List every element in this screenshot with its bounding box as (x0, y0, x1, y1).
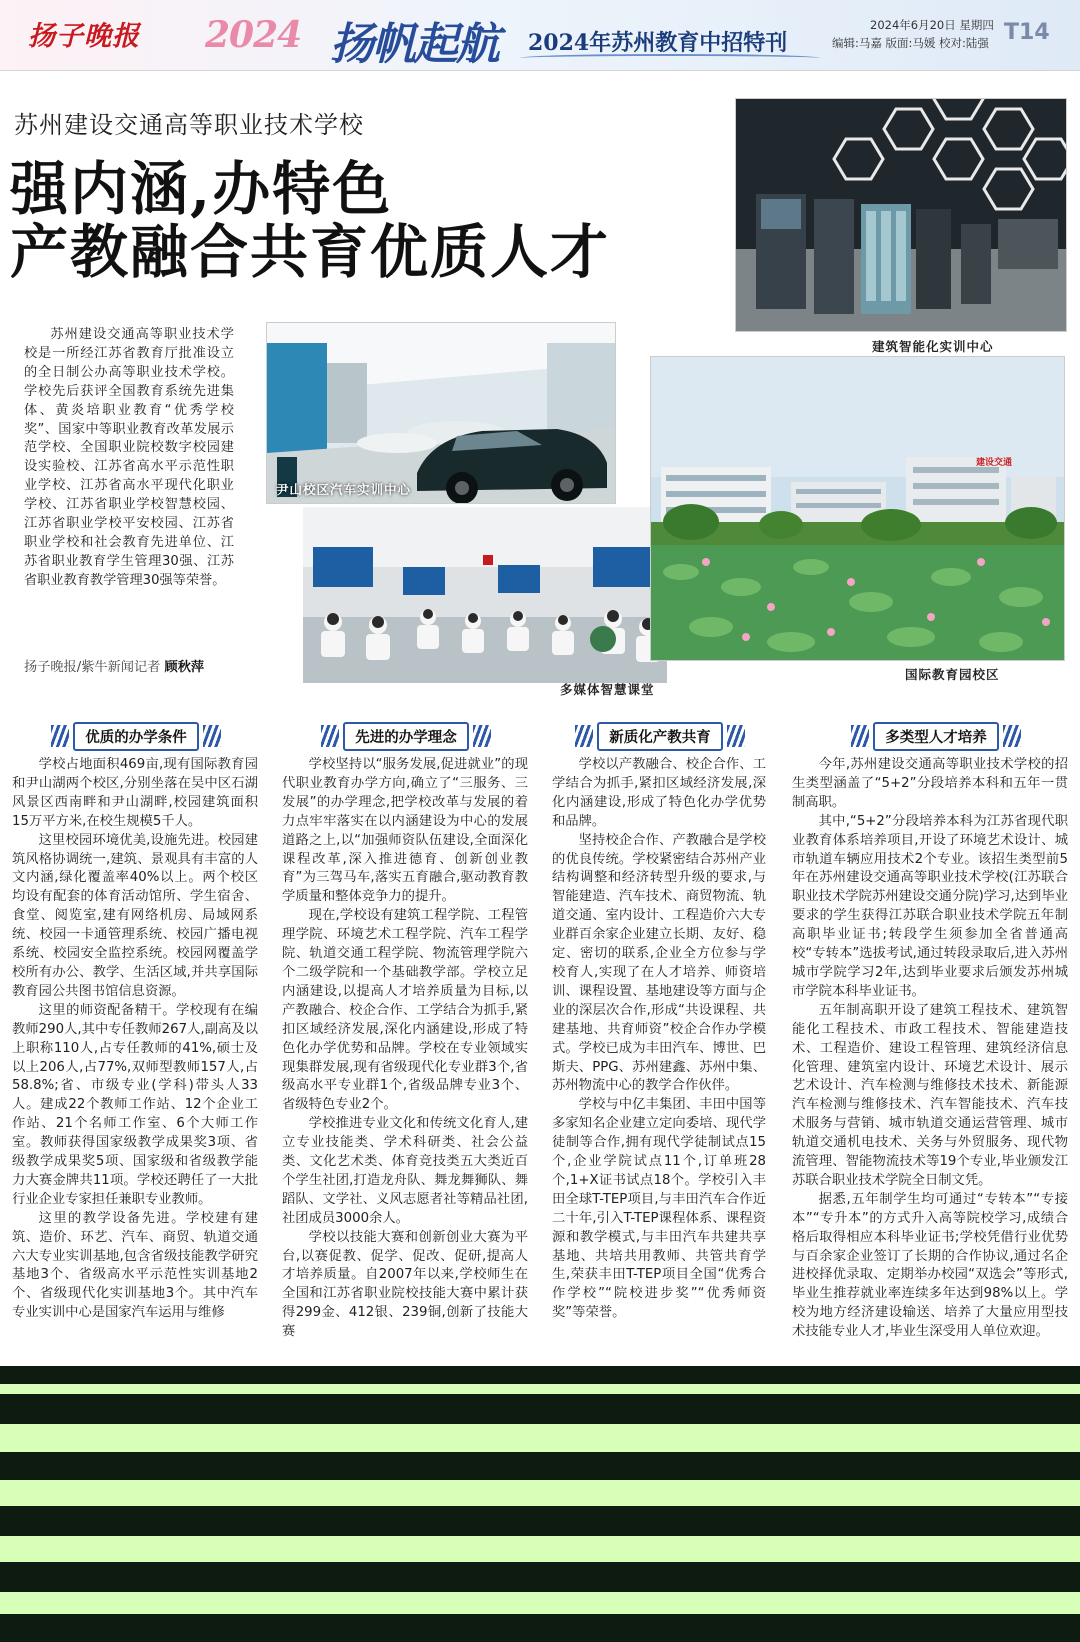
heading-stripes-right (727, 725, 745, 747)
byline (24, 656, 204, 675)
column-industry-education (552, 756, 766, 1366)
decorative-wave (520, 54, 820, 62)
corrupted-stripe (0, 1384, 1080, 1394)
editor-credits: 编辑:马嘉 版面:马媛 校对:陆强 (832, 36, 989, 50)
headline-line-2: 产教融合共育优质人才 (10, 218, 611, 286)
paragraph: 学校与中亿丰集团、丰田中国等多家知名企业建立定向委培、现代学徒制等合作,拥有现代学徒制试点15个,企业学院试点11个,订单班28个,1+X证书试点18个。学校引入丰田全球T-TEP项目,与丰田汽车合作近二十年,引入T-TEP课程体系、课程资源和教学模式,与丰田汽车共建共享基地、共培共用教师、共管共育学生,荣获丰田T-TEP项目全国“优秀合作学校”“院校进步奖”“优秀师资奖”等荣誉。 (552, 1097, 766, 1321)
corrupted-stripe (0, 1592, 1080, 1614)
photo-smart-building-center (735, 98, 1067, 332)
photo-auto-training-center (266, 322, 616, 504)
photo-smart-building-image (736, 99, 1066, 331)
byline-author: 顾秋萍 (164, 660, 205, 675)
paragraph: 学校坚持以“服务发展,促进就业”的现代职业教育办学方向,确立了“三服务、三发展”的办学理念,把学校改革与发展的着力点牢牢落实在以内涵建设为中心的发展道路之上,以“加强师资队伍建设,全面深化课程改革,深入推进德育、创新创业教育”为三驾马车,落实五育融合,驱动教育教学质量和整体竞争力的提升。 (282, 757, 528, 905)
banner-slogan: 扬帆起航 (330, 19, 498, 70)
heading-stripes-left (321, 725, 339, 747)
heading-stripes-right (203, 725, 221, 747)
paragraph: 这里的师资配备精干。学校现有在编教师290人,其中专任教师267人,副高及以上职称110人,占专任教师的41%,硕士及以上206人,占77%,双师型教师157人,占58.8%;省、市级专业(学科)带头人33人。建成22个教师工作站、12个企业工作站、21个名师工作室、6个大师工作室。教师获得国家级教学成果奖3项、省级教学成果奖5项、国家级和省级教学能力大赛金牌共11项。学校还聘任了一大批行业企业专家担任兼职专业教师。 (12, 1002, 258, 1207)
section-title-philosophy: 先进的办学理念 (343, 722, 469, 751)
paragraph: 现在,学校设有建筑工程学院、工程管理学院、环境艺术工程学院、汽车工程学院、轨道交通工程学院、物流管理学院六个二级学院和一个基础教学部。学校立足内涵建设,以提高人才培养质量为目标,以产教融合、校企合作、工学结合为抓手,紧扣区域经济发展,深化内涵建设,形成了特色化办学优势和品牌。学校在专业领域实现集群发展,现有省级现代化专业群3个,省级高水平专业群1个,省级品牌专业3个、省级特色专业2个。 (282, 908, 528, 1113)
banner-year: 2024 (205, 14, 302, 56)
section-heading-talent (830, 724, 1042, 748)
section-heading-industry-education (554, 724, 766, 748)
column-philosophy (282, 756, 528, 1366)
section-title-conditions: 优质的办学条件 (73, 722, 199, 751)
paragraph: 坚持校企合作、产教融合是学校的优良传统。学校紧密结合苏州产业结构调整和经济转型升级的要求,与智能建造、汽车技术、商贸物流、轨道交通、室内设计、工程造价六大专业群百余家企业建立长期、友好、稳定、密切的联系,企业全方位参与学校育人,实现了在人才培养、师资培训、课程设置、基地建设等方面与企业的深层次合作,形成“共设课程、共建基地、共育师资”校企合作办学模式。学校已成为丰田汽车、博世、巴斯夫、PPG、苏州建鑫、苏州中集、苏州物流中心的教学合作伙伴。 (552, 832, 766, 1094)
column-talent (792, 756, 1068, 1366)
paragraph: 学校以技能大赛和创新创业大赛为平台,以赛促教、促学、促改、促研,提高人才培养质量。自2007年以来,学校师生在全国和江苏省职业院校技能大赛中累计获得299金、412银、239铜,创新了技能大赛 (282, 1229, 528, 1340)
heading-stripes-left (51, 725, 69, 747)
section-title-talent: 多类型人才培养 (873, 722, 999, 751)
newspaper-masthead: 扬子晚报 (28, 21, 140, 52)
section-title-industry-education: 新质化产教共育 (597, 722, 723, 751)
issue-date: 2024年6月20日 星期四 (870, 18, 994, 32)
corrupted-stripe (0, 1536, 1080, 1562)
photo-international-campus-image (651, 357, 1064, 660)
photo-multimedia-classroom (300, 504, 670, 686)
section-heading-philosophy (300, 724, 512, 748)
photo-multimedia-classroom-image (303, 507, 667, 683)
photo-international-campus (650, 356, 1065, 661)
page-number: T14 (1004, 20, 1050, 45)
heading-stripes-left (851, 725, 869, 747)
caption-smart-building-center: 建筑智能化实训中心 (872, 339, 994, 354)
section-heading-conditions (36, 724, 236, 748)
paragraph: 其中,“5+2”分段培养本科为江苏省现代职业教育体系培养项目,开设了环境艺术设计、城市轨道车辆应用技术2个专业。该招生类型前5年在苏州建设交通高等职业技术学校(江苏联合职业技术学院苏州建设交通分院)学习,达到毕业要求的学生获得江苏联合职业技术学院五年制高职毕业证书;转段学生须参加全省普通高校“专转本”选拔考试,通过转段录取后,进入苏州城市学院学习2年,达到毕业要求后颁发苏州城市学院本科毕业证书。 (792, 813, 1068, 999)
paragraph: 学校占地面积469亩,现有国际教育园和尹山湖两个校区,分别坐落在吴中区石湖风景区西南畔和尹山湖畔,校园建筑面积15万平方米,在校生规模5千人。 (12, 757, 258, 829)
corrupted-stripe (0, 1480, 1080, 1506)
paragraph: 五年制高职开设了建筑工程技术、建筑智能化工程技术、市政工程技术、智能建造技术、工程造价、建设工程管理、建筑经济信息化管理、建筑室内设计、环境艺术设计、展示艺术设计、汽车检测与维修技术技术、新能源汽车检测与维修技术、汽车智能技术、汽车技术服务与营销、城市轨道交通运营管理、城市轨道交通机电技术、关务与外贸服务、现代物流管理、智能物流技术等19个专业,毕业颁发江苏联合职业技术学院全日制文凭。 (792, 1002, 1068, 1188)
byline-outlet: 扬子晚报/紫牛新闻记者 (24, 660, 161, 675)
paragraph: 今年,苏州建设交通高等职业技术学校的招生类型涵盖了“5+2”分段培养本科和五年一贯制高职。 (792, 757, 1068, 810)
paragraph: 据悉,五年制学生均可通过“专转本”“专接本”“专升本”的方式升入高等院校学习,成绩合格后取得相应本科毕业证书;学校凭借行业优势与百余家企业签订了长期的合作协议,通过名企进校择优录取、定期举办校园“双选会”等形式,毕业生推荐就业率连续多年达到98%以上。学校为地方经济建设输送、培养了大量应用型技术技能专业人才,毕业生深受用人单位欢迎。 (792, 1191, 1068, 1340)
heading-stripes-right (473, 725, 491, 747)
headline-line-1: 强内涵,办特色 (10, 155, 393, 223)
intro-paragraph (24, 326, 234, 591)
intro-text: 苏州建设交通高等职业技术学校是一所经江苏省教育厅批准设立的全日制公办高等职业技术学校。学校先后获评全国教育系统先进集体、黄炎培职业教育“优秀学校奖”、国家中等职业教育改革发展示范学校、全国职业院校数字校园建设实验校、江苏省高水平示范性职业学校、江苏省高水平现代化职业学校、江苏省职业学校智慧校园、江苏省职业学校平安校园、江苏省职业学校和社会教育先进单位、江苏省职业教育学生管理30强、江苏省职业教育教学管理30强等荣誉。 (24, 327, 234, 588)
paragraph: 这里的教学设备先进。学校建有建筑、造价、环艺、汽车、商贸、轨道交通六大专业实训基地,包含省级技能教学研究基地3个、省级高水平示范性实训基地2个、省级现代化实训基地3个。其中汽车专业实训中心是国家汽车运用与维修 (12, 1210, 258, 1321)
campus-sign-text: 建设交通 (976, 458, 1013, 468)
caption-international-campus: 国际教育园校区 (905, 667, 1000, 682)
paragraph: 这里校园环境优美,设施先进。校园建筑风格协调统一,建筑、景观具有丰富的人文内涵,绿化覆盖率40%以上。两个校区均设有配套的体育活动馆所、学生宿舍、食堂、阅览室,建有网络机房、局域网系统、校园一卡通管理系统、校园广播电视系统、校园安全监控系统。校园网覆盖学校所有办公、教学、生活区域,并共享国际教育园公共图书馆信息资源。 (12, 832, 258, 999)
caption-auto-training-center: 尹山校区汽车实训中心 (276, 482, 412, 497)
corrupted-stripe (0, 1424, 1080, 1452)
heading-stripes-left (575, 725, 593, 747)
heading-stripes-right (1003, 725, 1021, 747)
paragraph: 学校以产教融合、校企合作、工学结合为抓手,紧扣区域经济发展,深化内涵建设,形成了特色化办学优势和品牌。 (552, 757, 766, 829)
paragraph: 学校推进专业文化和传统文化育人,建立专业技能类、学术科研类、社会公益类、文化艺术类、体育竞技类五大类近百个学生社团,打造龙舟队、舞龙舞狮队、舞蹈队、文学社、义风志愿者社等精品社团,社团成员3000余人。 (282, 1116, 528, 1226)
column-conditions (12, 756, 258, 1366)
caption-multimedia-classroom: 多媒体智慧课堂 (560, 682, 655, 697)
photo-auto-training-image (267, 323, 615, 503)
school-name-kicker: 苏州建设交通高等职业技术学校 (14, 111, 364, 139)
corrupted-image-region (0, 1366, 1080, 1642)
special-issue-title: 2024年苏州教育中招特刊 (528, 30, 788, 56)
page-banner (0, 0, 1080, 71)
